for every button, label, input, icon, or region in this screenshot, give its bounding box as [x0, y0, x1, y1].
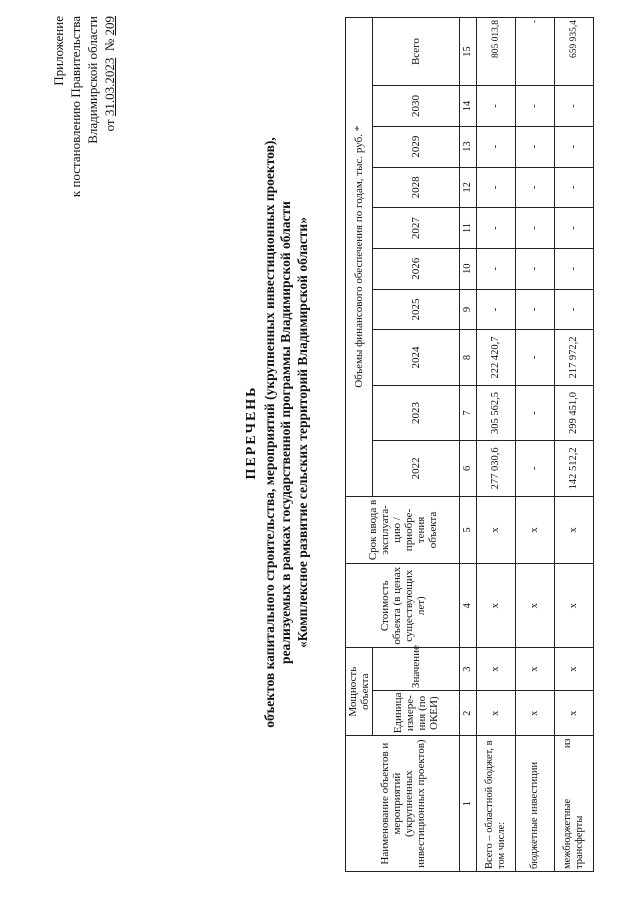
title-line-3: «Комплексное развитие сельских территорий Владимирской области» — [294, 217, 310, 648]
date-prefix: от — [102, 119, 117, 132]
row-name-part: из — [562, 738, 573, 749]
header-name: Наименование объектов и мероприятий (укрупненных инвестиционных проектов) — [346, 736, 460, 872]
row-year-value: - — [516, 86, 555, 127]
row-term: х — [555, 496, 594, 564]
col-number: 4 — [460, 564, 477, 648]
col-number: 8 — [460, 330, 477, 385]
col-number: 13 — [460, 126, 477, 167]
col-number: 14 — [460, 86, 477, 127]
row-year-value: - — [555, 86, 594, 127]
header-year-2028: 2028 — [373, 167, 460, 208]
row-year-value: - — [516, 126, 555, 167]
title-line-2: реализуемых в рамках государственной программы Владимирской области — [278, 201, 293, 664]
row-year-value: - — [477, 167, 516, 208]
header-unit: Единица измере-ния (по ОКЕИ) — [373, 691, 460, 736]
row-year-value: - — [516, 441, 555, 496]
row-year-value: 305 562,5 — [477, 385, 516, 440]
row-year-value: - — [477, 86, 516, 127]
row-cost: х — [477, 564, 516, 648]
row-unit: х — [516, 691, 555, 736]
header-value: Значение — [373, 648, 460, 691]
row-year-value: - — [477, 248, 516, 289]
row-unit: х — [555, 691, 594, 736]
col-number: 1 — [460, 736, 477, 872]
row-year-value: - — [477, 126, 516, 167]
row-value: х — [516, 648, 555, 691]
header-year-2024: 2024 — [373, 330, 460, 385]
row-year-value: - — [555, 248, 594, 289]
row-name-part: трансферты — [574, 815, 585, 869]
row-total: 805 013,8 — [477, 18, 516, 86]
row-year-value: - — [516, 330, 555, 385]
row-year-value: - — [555, 126, 594, 167]
row-year-value: - — [555, 289, 594, 330]
header-year-2029: 2029 — [373, 126, 460, 167]
row-total: 659 935,4 — [555, 18, 594, 86]
table-row — [477, 18, 516, 872]
row-name — [555, 736, 594, 872]
header-year-2030: 2030 — [373, 86, 460, 127]
row-year-value: - — [555, 167, 594, 208]
row-name: Всего – областной бюджет, в том числе: — [477, 736, 516, 872]
col-number: 15 — [460, 18, 477, 86]
header-capacity: Мощность объекта — [346, 648, 373, 736]
col-number: 12 — [460, 167, 477, 208]
col-number: 2 — [460, 691, 477, 736]
row-value: х — [477, 648, 516, 691]
row-cost: х — [516, 564, 555, 648]
col-number: 11 — [460, 208, 477, 249]
row-unit: х — [477, 691, 516, 736]
appendix-block — [50, 16, 118, 316]
header-year-2027: 2027 — [373, 208, 460, 249]
row-year-value: - — [516, 167, 555, 208]
col-number: 6 — [460, 441, 477, 496]
table-row — [555, 18, 594, 872]
col-number: 3 — [460, 648, 477, 691]
appendix-decree: к постановлению Правительства — [68, 16, 83, 198]
header-volumes: Объемы финансового обеспечения по годам, тыс. руб. * — [346, 18, 373, 497]
table-row — [516, 18, 555, 872]
number-sign: № — [102, 38, 117, 52]
row-name-part: межбюджетные — [562, 798, 573, 869]
appendix-label: Приложение — [51, 16, 66, 86]
row-name: бюджетные инвестиции — [516, 736, 555, 872]
col-number: 10 — [460, 248, 477, 289]
header-cost: Стоимость объекта (в ценах существующих лет) — [346, 564, 460, 648]
row-year-value: - — [516, 289, 555, 330]
row-year-value: 299 451,0 — [555, 385, 594, 440]
title-heading: ПЕРЕЧЕНЬ — [244, 385, 259, 480]
row-year-value: 277 030,6 — [477, 441, 516, 496]
row-cost: х — [555, 564, 594, 648]
header-term: Срок ввода в эксплуата-цию / приобре-тения объекта — [346, 496, 460, 564]
header-year-2022: 2022 — [373, 441, 460, 496]
row-year-value: - — [516, 248, 555, 289]
row-year-value: - — [516, 385, 555, 440]
row-year-value: - — [555, 208, 594, 249]
row-year-value: - — [477, 208, 516, 249]
row-term: х — [477, 496, 516, 564]
col-number: 5 — [460, 496, 477, 564]
row-year-value: 217 972,2 — [555, 330, 594, 385]
header-year-2023: 2023 — [373, 385, 460, 440]
col-number: 9 — [460, 289, 477, 330]
header-total: Всего — [373, 18, 460, 86]
decree-number: 209 — [102, 16, 117, 36]
row-year-value: 222 420,7 — [477, 330, 516, 385]
document-title — [244, 20, 311, 845]
row-year-value: 142 512,2 — [555, 441, 594, 496]
decree-date: 31.03.2023 — [102, 57, 117, 117]
row-total: - — [516, 18, 555, 86]
header-year-2025: 2025 — [373, 289, 460, 330]
header-year-2026: 2026 — [373, 248, 460, 289]
appendix-date-line — [101, 16, 118, 316]
objects-table — [345, 17, 594, 872]
column-number-row — [460, 18, 477, 872]
row-year-value: - — [516, 208, 555, 249]
row-term: х — [516, 496, 555, 564]
row-year-value: - — [477, 289, 516, 330]
title-line-1: объектов капитального строительства, мероприятий (укрупненных инвестиционных проектов), — [261, 137, 277, 728]
row-value: х — [555, 648, 594, 691]
appendix-region: Владимирской области — [85, 16, 100, 144]
col-number: 7 — [460, 385, 477, 440]
